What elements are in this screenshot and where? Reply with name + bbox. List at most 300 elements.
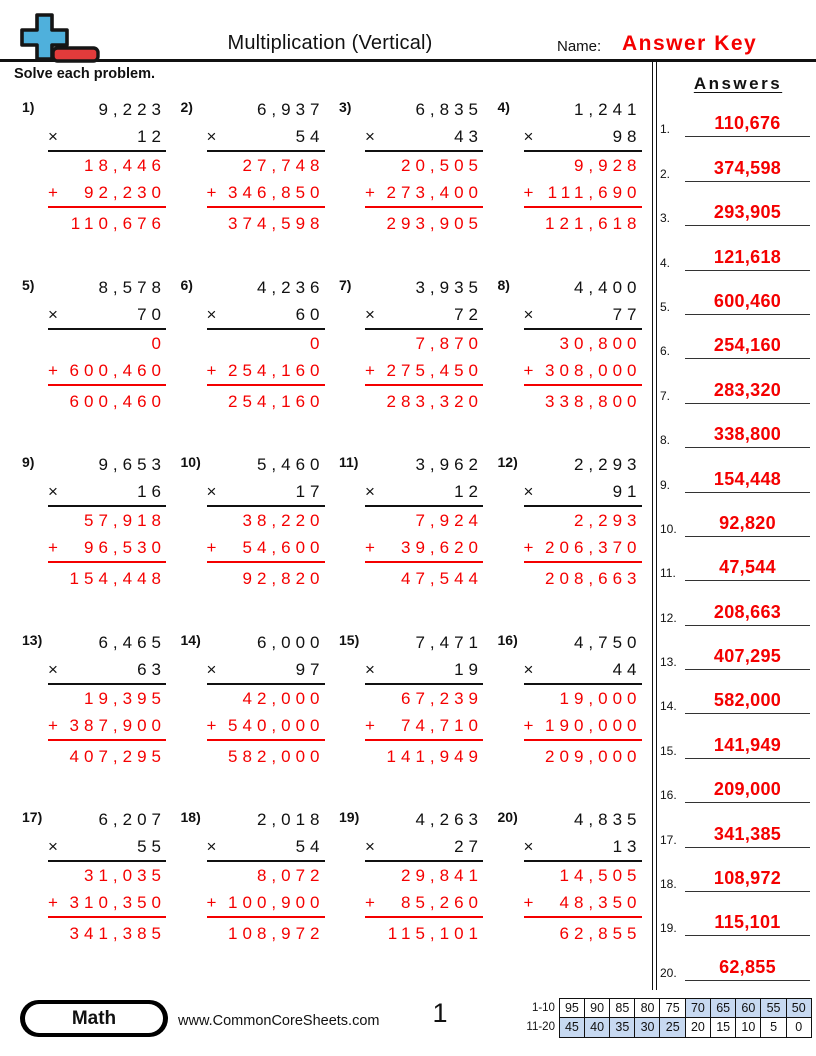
multiplicand: 8,578 bbox=[98, 277, 166, 297]
answer-number: 6. bbox=[660, 344, 671, 359]
problem-number: 3) bbox=[339, 99, 352, 115]
multiplicand: 9,653 bbox=[98, 455, 166, 474]
multiplicand: 6,207 bbox=[98, 810, 166, 829]
problem-number: 2) bbox=[180, 99, 193, 115]
answer-number: 13. bbox=[660, 655, 677, 670]
answer-row-19 bbox=[660, 892, 810, 936]
multiplicand: 2,018 bbox=[256, 810, 325, 829]
score-cell: 10 bbox=[735, 1017, 762, 1038]
answer-value: 283,320 bbox=[685, 380, 810, 404]
plus-sign: + bbox=[523, 893, 534, 912]
plus-sign: + bbox=[206, 893, 217, 912]
footer bbox=[0, 996, 816, 1044]
product: 283,320 bbox=[386, 391, 483, 411]
times-icon: × bbox=[365, 659, 375, 679]
partial-product-2-row bbox=[524, 889, 642, 918]
answer-row-4 bbox=[660, 226, 810, 270]
partial-product-1: 7,870 bbox=[415, 333, 483, 353]
plus-sign: + bbox=[48, 893, 58, 912]
plus-sign: + bbox=[523, 538, 534, 557]
multiplier: 77 bbox=[612, 304, 642, 324]
problem-work bbox=[524, 451, 642, 590]
math-badge-label: Math bbox=[25, 1004, 163, 1033]
answer-row-14 bbox=[660, 670, 810, 714]
problem-number: 19) bbox=[339, 809, 360, 825]
multiplier-row bbox=[365, 123, 483, 152]
product: 407,295 bbox=[69, 746, 166, 766]
partial-product-2-row bbox=[48, 534, 166, 563]
answer-row-8 bbox=[660, 404, 810, 448]
multiplier-row bbox=[207, 123, 325, 152]
problem-16 bbox=[492, 629, 651, 807]
plus-sign: + bbox=[365, 538, 375, 557]
problem-number: 13) bbox=[22, 631, 43, 648]
product: 293,905 bbox=[386, 214, 483, 233]
multiplicand: 4,835 bbox=[573, 810, 642, 829]
answer-value: 582,000 bbox=[685, 690, 810, 714]
score-cell: 50 bbox=[786, 998, 813, 1019]
problem-1 bbox=[16, 96, 175, 274]
answer-value: 338,800 bbox=[685, 424, 810, 448]
partial-product-2-row bbox=[48, 889, 166, 918]
answer-value: 62,855 bbox=[685, 957, 810, 981]
answer-row-20 bbox=[660, 936, 810, 980]
answer-number: 12. bbox=[660, 610, 677, 625]
math-badge bbox=[20, 1000, 168, 1037]
multiplier-row bbox=[524, 833, 642, 862]
partial-product-1: 57,918 bbox=[84, 511, 166, 530]
multiplier-row bbox=[524, 478, 642, 507]
partial-product-2: 96,530 bbox=[84, 538, 166, 557]
problem-4 bbox=[492, 96, 651, 274]
times-icon: × bbox=[523, 304, 534, 324]
score-cell: 45 bbox=[559, 1017, 586, 1038]
partial-product-2-row bbox=[207, 889, 325, 918]
partial-product-2: 600,460 bbox=[69, 360, 166, 380]
answer-row-17 bbox=[660, 803, 810, 847]
problem-work bbox=[365, 629, 483, 768]
partial-product-2-row bbox=[365, 357, 483, 386]
answer-row-15 bbox=[660, 714, 810, 758]
multiplier-row bbox=[365, 301, 483, 330]
multiplicand: 4,400 bbox=[573, 277, 642, 297]
score-cell: 95 bbox=[559, 998, 586, 1019]
answer-number: 16. bbox=[660, 788, 677, 803]
score-cell: 80 bbox=[634, 998, 661, 1019]
partial-product-2: 254,160 bbox=[228, 360, 325, 380]
multiplicand: 1,241 bbox=[573, 100, 642, 119]
partial-product-2-row bbox=[48, 357, 166, 386]
partial-product-2: 74,710 bbox=[401, 715, 483, 735]
multiplicand: 9,223 bbox=[98, 100, 166, 119]
problems-grid bbox=[16, 96, 650, 984]
answer-row-5 bbox=[660, 271, 810, 315]
answer-number: 14. bbox=[660, 699, 677, 714]
plus-sign: + bbox=[206, 183, 217, 202]
instructions: Solve each problem. bbox=[14, 66, 156, 82]
product: 341,385 bbox=[69, 924, 166, 943]
partial-product-2-row bbox=[365, 179, 483, 208]
multiplier-row bbox=[207, 478, 325, 507]
partial-product-1: 20,505 bbox=[401, 156, 483, 175]
partial-product-1: 0 bbox=[310, 333, 325, 353]
partial-product-2: 190,000 bbox=[545, 715, 642, 735]
answer-number: 2. bbox=[660, 166, 671, 181]
multiplier: 72 bbox=[454, 304, 483, 324]
website-url: www.CommonCoreSheets.com bbox=[178, 1013, 380, 1029]
times-icon: × bbox=[365, 304, 375, 324]
problem-work bbox=[524, 274, 642, 413]
problem-number: 12) bbox=[497, 454, 518, 470]
multiplier: 12 bbox=[137, 127, 166, 146]
multiplicand: 4,236 bbox=[256, 277, 325, 297]
multiplier-row bbox=[524, 123, 642, 152]
partial-product-2: 92,230 bbox=[84, 183, 166, 202]
times-icon: × bbox=[48, 659, 58, 679]
multiplicand: 5,460 bbox=[256, 455, 325, 474]
problem-number: 17) bbox=[22, 809, 43, 825]
times-icon: × bbox=[365, 482, 375, 501]
plus-sign: + bbox=[523, 360, 534, 380]
problem-work bbox=[207, 274, 325, 413]
answer-number: 3. bbox=[660, 211, 671, 226]
partial-product-1: 7,924 bbox=[415, 511, 483, 530]
answer-value: 374,598 bbox=[685, 158, 810, 182]
problem-12 bbox=[492, 451, 651, 629]
multiplicand: 6,937 bbox=[256, 100, 325, 119]
times-icon: × bbox=[523, 837, 534, 856]
product: 92,820 bbox=[242, 569, 325, 588]
times-icon: × bbox=[48, 127, 58, 146]
partial-product-1: 0 bbox=[151, 333, 166, 353]
answer-row-6 bbox=[660, 315, 810, 359]
problem-number: 5) bbox=[22, 276, 35, 293]
multiplier: 43 bbox=[454, 127, 483, 146]
partial-product-1: 14,505 bbox=[559, 866, 642, 885]
problem-work bbox=[524, 806, 642, 945]
answer-number: 18. bbox=[660, 877, 677, 892]
score-cell: 40 bbox=[584, 1017, 611, 1038]
problem-work bbox=[365, 274, 483, 413]
multiplicand: 6,835 bbox=[415, 100, 483, 119]
answer-row-3 bbox=[660, 182, 810, 226]
partial-product-2: 206,370 bbox=[545, 538, 642, 557]
score-cell: 35 bbox=[609, 1017, 636, 1038]
plus-sign: + bbox=[523, 715, 534, 735]
problem-number: 14) bbox=[180, 631, 201, 648]
score-cell: 55 bbox=[760, 998, 787, 1019]
multiplier: 16 bbox=[137, 482, 166, 501]
problem-7 bbox=[333, 274, 492, 452]
times-icon: × bbox=[365, 837, 375, 856]
score-cell: 5 bbox=[760, 1017, 787, 1038]
product: 108,972 bbox=[228, 924, 325, 943]
problem-work bbox=[365, 806, 483, 945]
product: 115,101 bbox=[387, 924, 483, 943]
answer-row-16 bbox=[660, 759, 810, 803]
double-divider-line bbox=[652, 62, 657, 990]
plus-sign: + bbox=[206, 360, 217, 380]
problem-work bbox=[48, 451, 166, 590]
problem-number: 6) bbox=[180, 276, 193, 293]
problem-17 bbox=[16, 806, 175, 984]
answer-number: 17. bbox=[660, 832, 677, 847]
plus-sign: + bbox=[365, 183, 375, 202]
multiplier-row bbox=[48, 123, 166, 152]
problem-number: 1) bbox=[22, 99, 35, 115]
name-label: Name: bbox=[557, 38, 602, 55]
partial-product-1: 18,446 bbox=[84, 156, 166, 175]
multiplicand: 3,962 bbox=[415, 455, 483, 474]
multiplier: 19 bbox=[454, 659, 483, 679]
answer-number: 11. bbox=[660, 566, 676, 581]
plus-sign: + bbox=[48, 715, 58, 735]
partial-product-2: 100,900 bbox=[228, 893, 325, 912]
product: 209,000 bbox=[545, 746, 642, 766]
times-icon: × bbox=[48, 837, 58, 856]
problem-8 bbox=[492, 274, 651, 452]
score-cell: 0 bbox=[786, 1017, 813, 1038]
answer-value: 108,972 bbox=[685, 868, 810, 892]
problem-work bbox=[524, 629, 642, 768]
plus-sign: + bbox=[48, 538, 58, 557]
product: 47,544 bbox=[401, 569, 483, 588]
problem-work bbox=[207, 806, 325, 945]
problem-work bbox=[207, 96, 325, 235]
partial-product-2-row bbox=[524, 712, 642, 741]
problem-10 bbox=[175, 451, 334, 629]
answers-list bbox=[660, 93, 810, 981]
partial-product-1: 29,841 bbox=[401, 866, 483, 885]
problem-number: 16) bbox=[497, 631, 518, 648]
answers-title: Answers bbox=[693, 74, 783, 93]
score-table bbox=[518, 998, 812, 1038]
partial-product-1: 42,000 bbox=[242, 688, 325, 708]
problem-5 bbox=[16, 274, 175, 452]
answer-value: 254,160 bbox=[685, 335, 810, 359]
times-icon: × bbox=[206, 304, 217, 324]
answer-value: 121,618 bbox=[685, 247, 810, 271]
problem-work bbox=[207, 451, 325, 590]
partial-product-1: 38,220 bbox=[242, 511, 325, 530]
multiplier: 70 bbox=[137, 304, 166, 324]
problem-work bbox=[207, 629, 325, 768]
product: 141,949 bbox=[386, 746, 483, 766]
score-cell: 65 bbox=[710, 998, 737, 1019]
multiplier-row bbox=[365, 478, 483, 507]
multiplier: 13 bbox=[612, 837, 642, 856]
partial-product-2-row bbox=[524, 534, 642, 563]
answer-row-9 bbox=[660, 448, 810, 492]
commoncoresheets-logo bbox=[16, 10, 108, 69]
multiplicand: 3,935 bbox=[415, 277, 483, 297]
problem-work bbox=[48, 274, 166, 413]
partial-product-2: 275,450 bbox=[386, 360, 483, 380]
answer-value: 110,676 bbox=[685, 113, 810, 137]
score-row-2 bbox=[518, 1017, 812, 1038]
score-row-label: 11-20 bbox=[526, 1021, 555, 1034]
multiplicand: 6,000 bbox=[256, 632, 325, 652]
multiplier: 55 bbox=[137, 837, 166, 856]
times-icon: × bbox=[365, 127, 375, 146]
answer-number: 7. bbox=[660, 388, 671, 403]
partial-product-1: 2,293 bbox=[573, 511, 642, 530]
problem-work bbox=[48, 96, 166, 235]
multiplier: 63 bbox=[137, 659, 166, 679]
multiplier-row bbox=[207, 301, 325, 330]
problem-2 bbox=[175, 96, 334, 274]
answer-number: 15. bbox=[660, 743, 677, 758]
product: 121,618 bbox=[545, 214, 642, 233]
problem-work bbox=[524, 96, 642, 235]
answer-number: 8. bbox=[660, 433, 671, 448]
partial-product-2-row bbox=[207, 357, 325, 386]
multiplier: 91 bbox=[612, 482, 642, 501]
multiplicand: 4,263 bbox=[415, 810, 483, 829]
answer-value: 209,000 bbox=[685, 779, 810, 803]
answer-value: 293,905 bbox=[685, 202, 810, 226]
partial-product-2-row bbox=[524, 179, 642, 208]
partial-product-2-row bbox=[207, 712, 325, 741]
score-cell: 75 bbox=[659, 998, 686, 1019]
multiplicand: 2,293 bbox=[573, 455, 642, 474]
partial-product-2: 540,000 bbox=[228, 715, 325, 735]
partial-product-1: 8,072 bbox=[256, 866, 325, 885]
problem-number: 8) bbox=[497, 276, 510, 293]
problem-number: 7) bbox=[339, 276, 352, 293]
times-icon: × bbox=[48, 304, 58, 324]
partial-product-1: 30,800 bbox=[559, 333, 642, 353]
problem-number: 18) bbox=[180, 809, 201, 825]
plus-sign: + bbox=[206, 538, 217, 557]
problem-number: 11) bbox=[339, 454, 359, 470]
times-icon: × bbox=[523, 659, 534, 679]
problem-number: 4) bbox=[497, 99, 510, 115]
problem-number: 15) bbox=[339, 631, 360, 648]
score-cell: 60 bbox=[735, 998, 762, 1019]
partial-product-2: 308,000 bbox=[545, 360, 642, 380]
multiplier-row bbox=[48, 656, 166, 685]
name-value-answer-key: Answer Key bbox=[622, 32, 758, 55]
answer-value: 407,295 bbox=[685, 646, 810, 670]
problem-6 bbox=[175, 274, 334, 452]
answer-number: 19. bbox=[660, 921, 677, 936]
product: 208,663 bbox=[545, 569, 642, 588]
problem-15 bbox=[333, 629, 492, 807]
multiplier: 27 bbox=[454, 837, 483, 856]
answer-row-10 bbox=[660, 493, 810, 537]
multiplier: 54 bbox=[295, 837, 325, 856]
problem-11 bbox=[333, 451, 492, 629]
multiplier: 54 bbox=[295, 127, 325, 146]
problem-work bbox=[48, 806, 166, 945]
answer-value: 600,460 bbox=[685, 291, 810, 315]
answer-row-1 bbox=[660, 93, 810, 137]
plus-sign: + bbox=[206, 715, 217, 735]
partial-product-2: 111,690 bbox=[547, 183, 642, 202]
answer-row-7 bbox=[660, 359, 810, 403]
problem-20 bbox=[492, 806, 651, 984]
multiplier: 44 bbox=[612, 659, 642, 679]
partial-product-2: 85,260 bbox=[401, 893, 483, 912]
multiplier-row bbox=[48, 833, 166, 862]
partial-product-2-row bbox=[207, 179, 325, 208]
partial-product-2-row bbox=[207, 534, 325, 563]
partial-product-2-row bbox=[48, 712, 166, 741]
partial-product-1: 9,928 bbox=[573, 156, 642, 175]
multiplier-row bbox=[524, 656, 642, 685]
score-cell: 25 bbox=[659, 1017, 686, 1038]
product: 110,676 bbox=[70, 214, 166, 233]
product: 582,000 bbox=[228, 746, 325, 766]
multiplier-row bbox=[48, 301, 166, 330]
plus-sign: + bbox=[365, 715, 375, 735]
plus-sign: + bbox=[48, 183, 58, 202]
partial-product-2-row bbox=[365, 712, 483, 741]
multiplier-row bbox=[48, 478, 166, 507]
answer-row-11 bbox=[660, 537, 810, 581]
multiplicand: 4,750 bbox=[573, 632, 642, 652]
times-icon: × bbox=[206, 659, 217, 679]
partial-product-2: 310,350 bbox=[69, 893, 166, 912]
answer-row-18 bbox=[660, 848, 810, 892]
partial-product-2: 346,850 bbox=[228, 183, 325, 202]
page-number: 1 bbox=[432, 998, 448, 1028]
partial-product-1: 27,748 bbox=[242, 156, 325, 175]
problem-number: 10) bbox=[180, 454, 201, 470]
multiplier-row bbox=[365, 656, 483, 685]
partial-product-2: 48,350 bbox=[559, 893, 642, 912]
score-row-label: 1-10 bbox=[531, 1002, 555, 1015]
plus-sign: + bbox=[365, 893, 375, 912]
answer-row-2 bbox=[660, 137, 810, 181]
problem-19 bbox=[333, 806, 492, 984]
problem-work bbox=[365, 96, 483, 235]
multiplier: 60 bbox=[295, 304, 325, 324]
score-cell: 70 bbox=[685, 998, 712, 1019]
answer-number: 9. bbox=[660, 477, 671, 492]
problem-number: 20) bbox=[497, 809, 518, 825]
product: 154,448 bbox=[69, 569, 166, 588]
problem-work bbox=[365, 451, 483, 590]
problem-9 bbox=[16, 451, 175, 629]
score-row-1 bbox=[518, 998, 812, 1019]
partial-product-1: 19,395 bbox=[84, 688, 166, 708]
score-cell: 30 bbox=[634, 1017, 661, 1038]
product: 62,855 bbox=[559, 924, 642, 943]
score-cell: 15 bbox=[710, 1017, 737, 1038]
answer-number: 1. bbox=[660, 122, 671, 137]
worksheet-title: Multiplication (Vertical) bbox=[227, 32, 433, 54]
answer-row-12 bbox=[660, 581, 810, 625]
partial-product-1: 19,000 bbox=[559, 688, 642, 708]
multiplier: 98 bbox=[612, 127, 642, 146]
answer-value: 341,385 bbox=[685, 824, 810, 848]
multiplier-row bbox=[207, 833, 325, 862]
score-cell: 90 bbox=[584, 998, 611, 1019]
problem-13 bbox=[16, 629, 175, 807]
problem-18 bbox=[175, 806, 334, 984]
partial-product-1: 67,239 bbox=[401, 688, 483, 708]
plus-sign: + bbox=[523, 183, 534, 202]
multiplier: 12 bbox=[454, 482, 483, 501]
multiplier: 17 bbox=[295, 482, 325, 501]
answer-row-13 bbox=[660, 626, 810, 670]
plus-sign: + bbox=[365, 360, 375, 380]
times-icon: × bbox=[206, 482, 217, 501]
partial-product-2: 54,600 bbox=[242, 538, 325, 557]
product: 600,460 bbox=[69, 391, 166, 411]
